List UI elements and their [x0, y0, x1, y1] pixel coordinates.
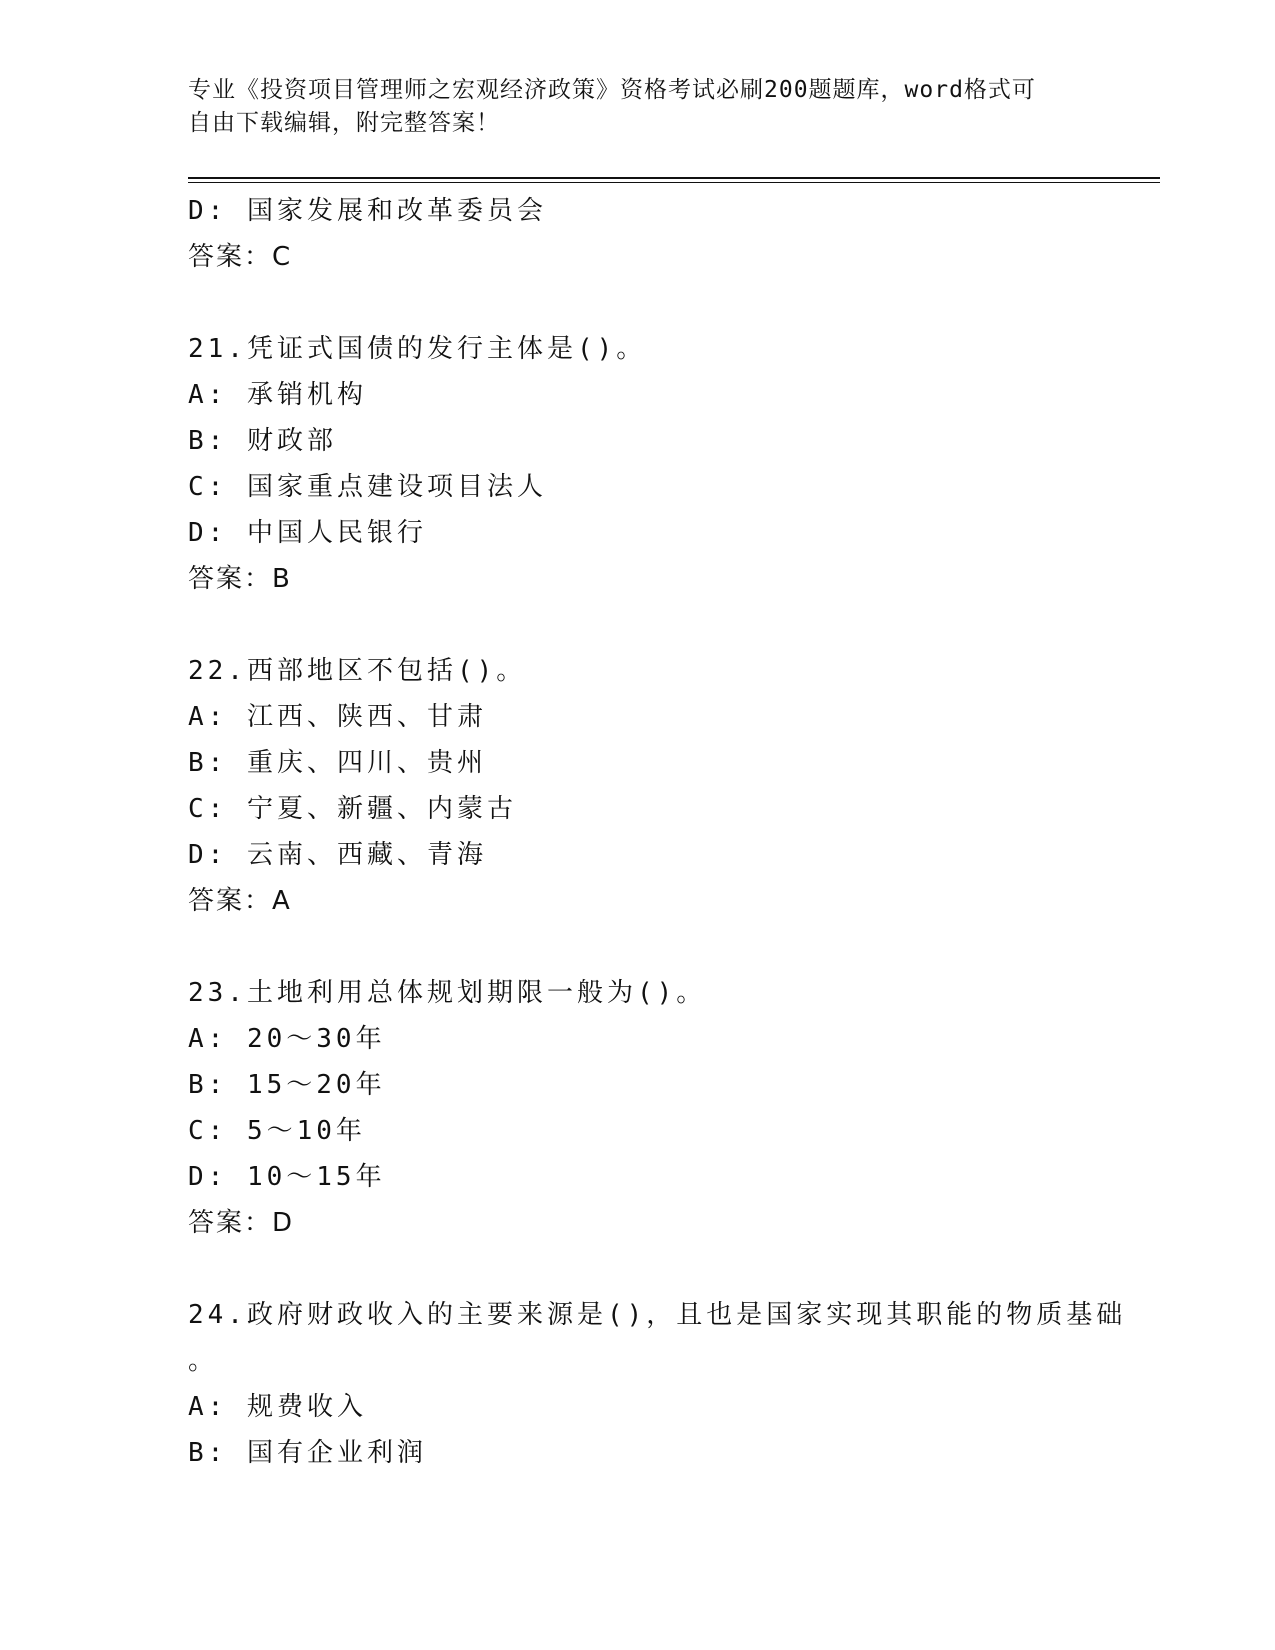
- question-23: [188, 970, 1148, 1246]
- option-a: A: 规费收入: [188, 1392, 367, 1422]
- option-b: B: 重庆、四川、贵州: [188, 748, 487, 778]
- question-stem: 23.土地利用总体规划期限一般为()。: [188, 978, 707, 1008]
- option-d: D: 中国人民银行: [188, 518, 427, 548]
- question-22: [188, 648, 1148, 924]
- question-24: [188, 1292, 1148, 1476]
- option-d: D: 国家发展和改革委员会: [188, 196, 547, 226]
- answer-line: 答案：C: [188, 242, 293, 272]
- option-d: D: 10～15年: [188, 1162, 386, 1192]
- spacer: [188, 924, 1148, 970]
- question-stem: 21.凭证式国债的发行主体是()。: [188, 334, 647, 364]
- spacer: [188, 280, 1148, 326]
- option-c: C: 国家重点建设项目法人: [188, 472, 547, 502]
- header-divider-thin: [188, 182, 1160, 183]
- answer-line: 答案：A: [188, 886, 292, 916]
- option-c: C: 宁夏、新疆、内蒙古: [188, 794, 517, 824]
- option-a: A: 承销机构: [188, 380, 367, 410]
- question-stem: 24.政府财政收入的主要来源是()，且也是国家实现其职能的物质基础: [188, 1300, 1127, 1330]
- question-stem: 22.西部地区不包括()。: [188, 656, 527, 686]
- option-b: B: 国有企业利润: [188, 1438, 427, 1468]
- question-21: [188, 326, 1148, 602]
- answer-line: 答案：B: [188, 564, 292, 594]
- header-title-line-2: 自由下载编辑，附完整答案！: [188, 110, 500, 136]
- spacer: [188, 1246, 1148, 1292]
- question-list: [188, 188, 1148, 1476]
- spacer: [188, 602, 1148, 648]
- answer-line: 答案：D: [188, 1208, 295, 1238]
- option-b: B: 15～20年: [188, 1070, 386, 1100]
- option-d: D: 云南、西藏、青海: [188, 840, 487, 870]
- header-divider-thick: [188, 177, 1160, 179]
- header-title-line-1: 专业《投资项目管理师之宏观经济政策》资格考试必刷200题题库，word格式可: [188, 77, 1036, 103]
- document-header: [188, 74, 1088, 140]
- option-a: A: 江西、陕西、甘肃: [188, 702, 487, 732]
- option-b: B: 财政部: [188, 426, 337, 456]
- option-a: A: 20～30年: [188, 1024, 386, 1054]
- option-c: C: 5～10年: [188, 1116, 366, 1146]
- question-stem-continuation: 。: [188, 1346, 219, 1376]
